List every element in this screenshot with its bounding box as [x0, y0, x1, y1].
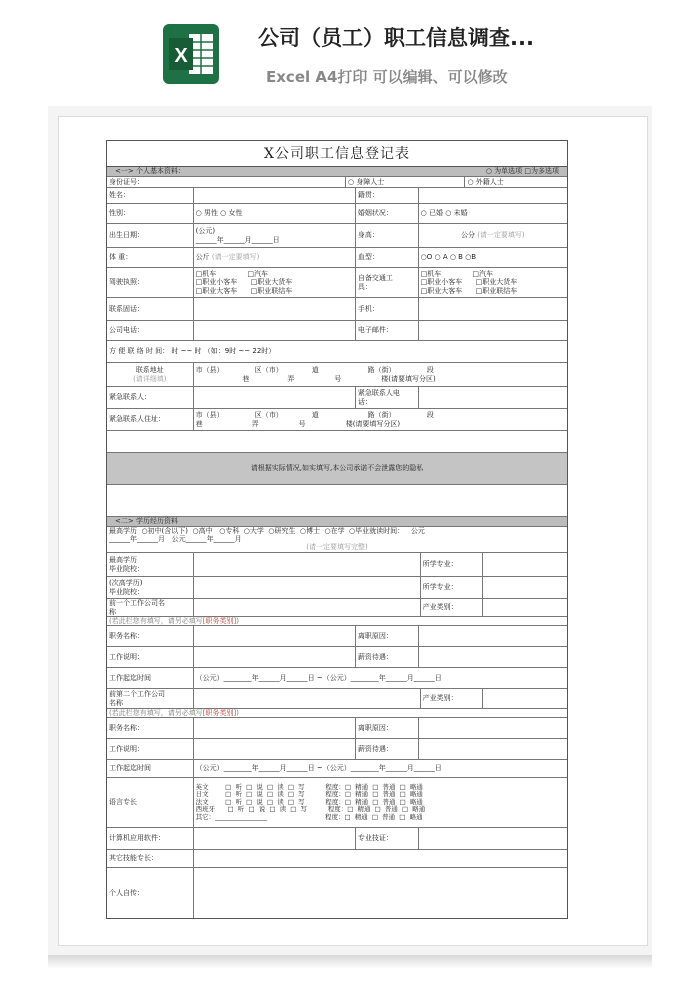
id-row [107, 177, 567, 188]
job2-note-category: 职务类别 [205, 708, 234, 717]
gender-options[interactable]: ○ 男性 ○ 女性 [194, 204, 356, 223]
certificate-label: 专业技证： [356, 828, 419, 849]
office-row [107, 321, 567, 341]
school1-row [107, 553, 567, 577]
major2-label: 所学专业： [421, 577, 484, 598]
certificate-field[interactable] [419, 828, 567, 849]
salary1-field[interactable] [419, 647, 567, 667]
industry2-label: 产业类别： [421, 689, 484, 708]
language-row [107, 778, 567, 828]
desc1-row [107, 647, 567, 668]
office-phone-label: 公司电话： [107, 321, 194, 340]
job1-row [107, 626, 567, 647]
school2-label: (次高学历) 毕业院校： [107, 577, 194, 598]
language-options[interactable]: 英文 □ 听 □ 说 □ 读 □ 写 程度：□ 精通 □ 普通 □ 略通 日文 □ 听 □ 说 □ 读 □ 写 程度：□ 精通 □ 普通 □ 略通 法文 □ 听 □ 说 □ 读 □ 写 程度：□ 精通 □ 普通 □ 略通 西班牙 □ 听 □ 说 □ 读 □ 写 程度：□ 精通 □ 普通 □ 略通 其它：________________ 程度：□ 精通 □ 普通 □ 略通 [195, 782, 426, 821]
language-label: 语言专长 [107, 778, 194, 827]
phone-row [107, 298, 567, 321]
education-options[interactable]: 最高学历 ○初中(含以下) ○高中 ○专科 ○大学 ○研究生 ○博士 ○在学 ○毕业就读时间： 公元 ______年______月 公元______年______月 [109, 527, 425, 544]
job2-title-field[interactable] [194, 718, 356, 738]
address-label-cell [107, 363, 194, 386]
foreigner-option[interactable]: ○ 外籍人士 [467, 177, 504, 186]
self-intro-field[interactable] [194, 868, 567, 918]
period2-row [107, 760, 567, 778]
phone-field[interactable] [194, 298, 356, 320]
desc2-row [107, 739, 567, 760]
period1-label: 工作起迄时间 [107, 668, 194, 688]
period1-row [107, 668, 567, 689]
job1-note-text: (若此栏您有填写，请另必填写[ [109, 616, 206, 625]
software-field[interactable] [194, 828, 356, 849]
job2-note-text: (若此栏您有填写，请另必填写[ [109, 708, 206, 717]
email-label: 电子邮件： [356, 321, 419, 340]
address-field[interactable]: 市（县） 区（市） 道 路（街） 段 巷 弄 号 楼(请要填写分区) [195, 366, 436, 383]
marital-label: 婚姻状况： [356, 204, 419, 223]
industry2-field[interactable] [483, 689, 567, 708]
job2-desc-field[interactable] [194, 739, 356, 759]
job1-note-tail: ]) [233, 616, 239, 625]
emergency-phone-label: 紧急联系人电 话： [356, 387, 419, 408]
section-label: <一> 个人基本资料： [115, 167, 185, 176]
self-intro-label: 个人自传： [107, 868, 194, 918]
weight-hint: (请一定要填写) [211, 253, 260, 262]
emergency-phone-field[interactable] [419, 387, 567, 408]
id-label: 身份证号： [107, 177, 346, 187]
weight-field[interactable] [194, 248, 356, 267]
hometown-field[interactable] [419, 188, 567, 203]
job1-desc-field[interactable] [194, 647, 356, 667]
education-hint: (请一定要填写完整) [306, 543, 368, 552]
document-title: 公司（员工）职工信息调查... [258, 26, 534, 50]
job2-title-label: 职务名称： [107, 718, 194, 738]
software-row [107, 828, 567, 850]
blank-cell [107, 431, 567, 452]
privacy-notice: 请根据实际情况,如实填写,本公司承诺不会泄露您的隐私 [107, 453, 567, 485]
school1-label: 最高学历 毕业院校： [107, 553, 194, 576]
software-label: 计算机应用软件： [107, 828, 194, 849]
blood-type-label: 血型： [356, 248, 419, 267]
document-subtitle: Excel A4打印 可以编辑、可以修改 [266, 68, 508, 86]
job2-row [107, 718, 567, 739]
school2-field[interactable] [194, 577, 421, 598]
job1-note [107, 617, 567, 626]
leave2-reason-label: 离职原因： [356, 718, 419, 738]
salary1-label: 薪资待遇： [356, 647, 419, 667]
self-intro-row [107, 868, 567, 918]
vehicle-options[interactable]: □机车 □汽车 □职业小客车 □职业大货车 □职业大客车 □职业联结车 [420, 270, 518, 295]
leave1-reason-label: 离职原因： [356, 626, 419, 646]
mobile-field[interactable] [419, 298, 567, 320]
spacer-cell [107, 485, 567, 516]
school1-field[interactable] [194, 553, 421, 576]
period2-field[interactable]: （公元）________年______月______日 ~（公元）________年______月______日 [195, 764, 442, 773]
section-education [107, 517, 567, 527]
job1-title-field[interactable] [194, 626, 356, 646]
major2-field[interactable] [483, 577, 567, 598]
marital-options[interactable]: ○ 已婚 ○ 未婚 [420, 209, 468, 218]
section-label: <二> 学历经历资料 [115, 517, 178, 526]
birth-row [107, 224, 567, 248]
emergency-address-row [107, 409, 567, 431]
section-basic-info [107, 167, 567, 177]
name-label: 姓名： [107, 188, 194, 203]
option-legend: ○ 为单选项 □为多选项 [485, 167, 559, 176]
height-field[interactable] [419, 224, 567, 247]
period1-field[interactable]: （公元）________年______月______日 ~（公元）________年______月______日 [195, 673, 442, 682]
job1-desc-label: 工作说明： [107, 647, 194, 667]
height-label: 身高： [356, 224, 419, 247]
job2-note [107, 709, 567, 718]
education-row [107, 527, 567, 553]
industry1-field[interactable] [483, 599, 567, 616]
height-unit: 公分 [460, 231, 475, 240]
major1-field[interactable] [483, 553, 567, 576]
mobile-label: 手机： [356, 298, 419, 320]
contact-time-row [107, 341, 567, 363]
prev-company1-row [107, 599, 567, 617]
form-title: X公司职工信息登记表 [107, 141, 567, 167]
weight-row [107, 248, 567, 268]
job1-note-category: 职务类别 [205, 616, 234, 625]
salary2-field[interactable] [419, 739, 567, 759]
email-field[interactable] [419, 321, 567, 340]
license-label: 驾驶执照： [107, 268, 194, 297]
vehicle-label: 自备交通工 具： [356, 268, 419, 297]
prev-company1-field[interactable] [194, 599, 421, 616]
school2-row [107, 577, 567, 599]
name-row [107, 188, 567, 204]
birth-field[interactable]: (公元) ______年______月______日 [194, 224, 356, 247]
birth-label: 出生日期： [107, 224, 194, 247]
hometown-label: 籍贯： [356, 188, 419, 203]
gender-row [107, 204, 567, 224]
employee-info-form [106, 140, 568, 919]
page-header [0, 0, 700, 100]
blood-type-options[interactable]: ○O ○ A ○ B ○B [420, 253, 477, 262]
license-options[interactable]: □机车 □汽车 □职业小客车 □职业大货车 □职业大客车 □职业联结车 [194, 268, 356, 297]
industry1-label: 产业类别： [421, 599, 484, 616]
job2-desc-label: 工作说明： [107, 739, 194, 759]
address-row [107, 363, 567, 387]
gender-label: 性别： [107, 204, 194, 223]
blank-row [107, 431, 567, 453]
weight-unit: 公斤 [195, 253, 210, 262]
major1-label: 所学专业： [421, 553, 484, 576]
salary2-label: 薪资待遇： [356, 739, 419, 759]
leave1-reason-field[interactable] [419, 626, 567, 646]
prev-company2-field[interactable] [194, 689, 421, 708]
prev-company2-label: 前第二个工作公司 名称 [107, 689, 194, 708]
name-field[interactable] [194, 188, 356, 203]
other-skill-field[interactable] [194, 850, 567, 867]
job1-title-label: 职务名称： [107, 626, 194, 646]
weight-label: 体 重： [107, 248, 194, 267]
height-hint: (请一定要填写) [477, 231, 525, 240]
other-skill-row [107, 850, 567, 868]
prev-company2-row [107, 689, 567, 709]
other-skill-label: 其它技能专长： [107, 850, 194, 867]
job2-note-tail: ]) [233, 708, 239, 717]
emergency-contact-field[interactable] [194, 387, 356, 408]
emergency-contact-label: 紧急联系人： [107, 387, 194, 408]
phone-label: 联系固话： [107, 298, 194, 320]
prev-company1-label: 前一个工作公司名 称 [107, 599, 194, 616]
address-hint: (请详细填) [133, 374, 167, 383]
leave2-reason-field[interactable] [419, 718, 567, 738]
contact-time[interactable]: 方 便 联 络 时 间： 时 ~~ 时 （如：9时 ~~ 22时） [109, 347, 276, 356]
license-row [107, 268, 567, 298]
emergency-address-label: 紧急联系人住址： [107, 409, 194, 430]
svg-text:X: X [174, 45, 188, 67]
emergency-row [107, 387, 567, 409]
emergency-address-field[interactable]: 市（县） 区（市） 道 路（街） 段 巷 弄 号 楼(请要填写分区) [195, 411, 434, 428]
period2-label: 工作起迄时间 [107, 760, 194, 777]
spacer-row [107, 485, 567, 517]
excel-file-icon [163, 24, 219, 84]
preview-shadow [48, 955, 652, 969]
office-phone-field[interactable] [194, 321, 356, 340]
disabled-option[interactable]: ○ 身障人士 [346, 177, 465, 187]
address-label: 联系地址 [135, 366, 164, 375]
education-cell[interactable] [107, 527, 567, 552]
